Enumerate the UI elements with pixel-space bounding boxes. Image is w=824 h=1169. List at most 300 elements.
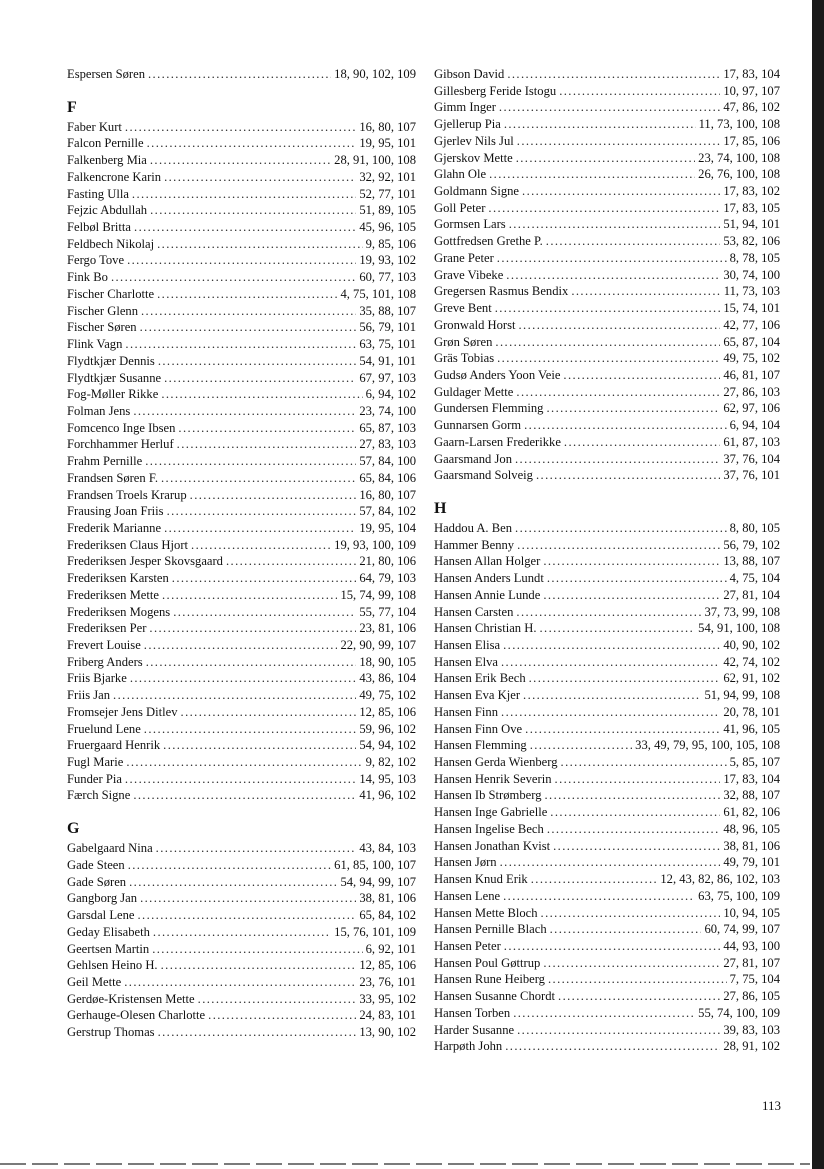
dot-leader [489,166,695,183]
entry-pages: 19, 95, 101 [359,136,416,151]
index-entry [434,704,780,721]
dot-leader [547,570,727,587]
index-entry [434,604,780,621]
entry-name: Hansen Poul Gøttrup [434,955,541,970]
entry-name: Færch Signe [67,788,131,803]
entry-pages: 67, 97, 103 [359,370,416,385]
dot-leader [153,924,331,941]
entry-name: Fog-Møller Rikke [67,387,159,402]
entry-pages: 11, 73, 103 [723,284,780,299]
index-entry [434,183,780,200]
entry-name: Gerhauge-Olesen Charlotte [67,1008,206,1023]
index-entry [67,487,416,504]
index-entry [434,150,780,167]
entry-pages: 62, 91, 102 [723,671,780,686]
entry-pages: 43, 86, 104 [359,671,416,686]
entry-pages: 35, 88, 107 [359,303,416,318]
dot-leader [157,286,337,303]
index-entry [434,570,780,587]
entry-pages: 62, 97, 106 [723,401,780,416]
entry-name: Haddou A. Ben [434,520,513,535]
entry-name: Gerstrup Thomas [67,1025,155,1040]
entry-name: Forchhammer Herluf [67,437,174,452]
entry-name: Hansen Annie Lunde [434,587,541,602]
dot-leader [517,133,721,150]
dot-leader [539,620,695,637]
entry-pages: 14, 95, 103 [359,771,416,786]
index-column-right [434,66,780,1055]
dot-leader [545,787,721,804]
entry-pages: 60, 74, 99, 107 [704,922,780,937]
entry-name: Grane Peter [434,250,494,265]
entry-pages: 15, 76, 101, 109 [334,924,416,939]
entry-name: Hansen Mette Bloch [434,905,538,920]
index-entry [67,119,416,136]
entry-name: Frausing Joan Friis [67,504,164,519]
entry-pages: 17, 83, 105 [723,200,780,215]
index-entry [67,336,416,353]
entry-pages: 57, 84, 100 [359,454,416,469]
entry-pages: 19, 93, 102 [359,253,416,268]
entry-pages: 57, 84, 102 [359,504,416,519]
entry-name: Hansen Pernille Blach [434,922,547,937]
entry-pages: 37, 73, 99, 108 [704,604,780,619]
index-entry [434,553,780,570]
entry-pages: 51, 89, 105 [359,203,416,218]
entry-pages: 26, 76, 100, 108 [698,167,780,182]
entry-pages: 42, 77, 106 [723,317,780,332]
index-entry [67,587,416,604]
entry-name: Grave Vibeke [434,267,504,282]
index-entry [434,654,780,671]
scan-artifact-line [0,1163,810,1165]
entry-pages: 19, 95, 104 [359,520,416,535]
index-entry [67,537,416,554]
index-entry [67,907,416,924]
entry-pages: 54, 94, 102 [359,738,416,753]
entry-pages: 37, 76, 101 [723,468,780,483]
entry-name: Frederiksen Per [67,621,147,636]
entry-name: Gundersen Flemming [434,401,544,416]
index-entry [67,974,416,991]
dot-leader [507,66,720,83]
entry-name: Harpøth John [434,1039,503,1054]
entry-pages: 11, 73, 100, 108 [698,117,780,132]
dot-leader [172,570,357,587]
scan-edge-bar [812,0,824,1169]
entry-name: Hansen Eva Kjer [434,688,521,703]
entry-name: Gangborg Jan [67,891,138,906]
entry-pages: 17, 83, 104 [723,771,780,786]
entry-pages: 22, 90, 99, 107 [340,638,416,652]
index-entry [434,267,780,284]
entry-pages: 32, 92, 101 [359,169,416,184]
entry-pages: 20, 78, 101 [723,704,780,719]
entry-name: Hansen Ib Strømberg [434,788,542,803]
index-entry [434,737,780,754]
entry-pages: 27, 81, 104 [723,587,780,602]
entry-name: Fugl Marie [67,755,124,770]
index-entry [434,537,780,554]
dot-leader [522,183,720,200]
entry-name: Frandsen Søren F. [67,470,158,485]
index-entry [67,269,416,286]
index-entry [67,924,416,941]
index-entry [434,166,780,183]
index-entry [434,721,780,738]
entry-name: Hansen Inge Gabrielle [434,805,548,820]
entry-pages: 16, 80, 107 [359,487,416,502]
entry-pages: 6, 92, 101 [365,941,416,956]
entry-name: Garsdal Lene [67,908,135,923]
entry-name: Feldbech Nikolaj [67,236,155,251]
entry-name: Frederiksen Mette [67,587,159,602]
entry-name: Friis Bjarke [67,671,127,686]
index-entry [434,467,780,484]
entry-name: Gaarn-Larsen Frederikke [434,434,561,449]
index-entry [67,135,416,152]
entry-name: Gibson David [434,67,505,81]
entry-name: Hansen Finn Ove [434,721,523,736]
entry-name: Hammer Benny [434,537,515,552]
dot-leader [125,336,356,353]
entry-name: Geil Mette [67,974,122,989]
entry-name: Faber Kurt [67,119,122,134]
dot-leader [141,303,356,320]
index-entry [434,854,780,871]
dot-leader [161,470,356,487]
dot-leader [563,367,720,384]
index-entry [434,300,780,317]
dot-leader [125,119,356,136]
dot-leader [555,771,721,788]
index-entry [434,771,780,788]
dot-leader [127,252,356,269]
index-entry [434,116,780,133]
dot-leader [140,319,357,336]
index-entry [434,367,780,384]
index-entry [434,520,780,537]
dot-leader [126,754,362,771]
entry-pages: 59, 96, 102 [359,721,416,736]
entry-name: Fischer Charlotte [67,286,155,301]
entry-pages: 27, 86, 105 [723,989,780,1004]
dot-leader [497,250,727,267]
index-entry [67,553,416,570]
entry-name: Falcon Pernille [67,136,144,151]
entry-name: Hansen Elisa [434,638,501,652]
entry-name: Hansen Gerda Wienberg [434,755,558,770]
entry-pages: 24, 83, 101 [359,1008,416,1023]
entry-pages: 12, 85, 106 [359,704,416,719]
entry-name: Gimm Inger [434,100,496,115]
entry-name: Hansen Carsten [434,604,514,619]
dot-leader [546,233,721,250]
dot-leader [111,269,356,286]
entry-name: Gregersen Rasmus Bendix [434,284,569,299]
entry-pages: 65, 84, 102 [359,908,416,923]
dot-leader [497,350,720,367]
dot-leader [137,907,356,924]
dot-leader [181,704,357,721]
entry-pages: 6, 94, 102 [365,387,416,402]
index-entry [67,286,416,303]
dot-leader [134,219,356,236]
index-entry [67,687,416,704]
entry-pages: 19, 93, 100, 109 [334,537,416,552]
entry-name: Flydtkjær Susanne [67,370,162,385]
entry-name: Falkenberg Mia [67,153,147,168]
dot-leader [150,202,356,219]
dot-leader [129,874,337,891]
entry-pages: 15, 74, 101 [723,301,780,316]
dot-leader [509,216,721,233]
dot-leader [178,420,356,437]
index-entry [434,787,780,804]
entry-pages: 15, 74, 99, 108 [340,587,416,602]
entry-pages: 63, 75, 101 [359,337,416,352]
index-entry [434,1038,780,1055]
index-entry [67,957,416,974]
section-heading: F [67,98,77,116]
entry-name: Fasting Ulla [67,186,129,201]
dot-leader [150,152,331,169]
dot-leader [503,637,720,654]
index-entry [434,233,780,250]
entry-pages: 65, 87, 103 [359,420,416,435]
entry-pages: 28, 91, 100, 108 [334,153,416,168]
entry-pages: 23, 76, 101 [359,974,416,989]
index-entry [67,386,416,403]
dot-leader [548,971,727,988]
index-entry [67,370,416,387]
index-entry [67,941,416,958]
entry-pages: 16, 80, 107 [359,119,416,134]
index-entry [434,334,780,351]
entry-name: Friis Jan [67,688,111,703]
dot-leader [147,135,357,152]
dot-leader [133,787,356,804]
index-entry [434,871,780,888]
entry-pages: 54, 94, 99, 107 [340,874,416,889]
dot-leader [536,467,720,484]
entry-name: Hansen Lene [434,888,501,903]
entry-name: Funder Pia [67,771,122,786]
entry-name: Gjerlev Nils Jul [434,133,514,148]
entry-name: Hansen Torben [434,1005,511,1020]
dot-leader [519,317,721,334]
entry-name: Hansen Henrik Severin [434,771,552,786]
entry-pages: 53, 82, 106 [723,234,780,249]
dot-leader [124,974,356,991]
entry-pages: 65, 87, 104 [723,334,780,349]
dot-leader [504,938,721,955]
dot-leader [144,637,338,654]
dot-leader [564,434,720,451]
index-entry [67,1024,416,1041]
dot-leader [173,604,356,621]
entry-name: Frederiksen Mogens [67,604,171,619]
entry-pages: 38, 81, 106 [359,891,416,906]
entry-pages: 27, 83, 103 [359,437,416,452]
entry-name: Frederiksen Jesper Skovsgaard [67,554,223,569]
dot-leader [530,737,632,754]
entry-name: Hansen Anders Lundt [434,571,544,586]
dot-leader [504,116,696,133]
dot-leader [495,334,720,351]
index-entry [67,570,416,587]
dot-leader [517,537,720,554]
entry-name: Hansen Knud Erik [434,872,528,887]
dot-leader [499,99,720,116]
entry-pages: 51, 94, 99, 108 [704,688,780,703]
dot-leader [506,267,720,284]
dot-leader [161,957,357,974]
index-entry [434,587,780,604]
index-entry [67,737,416,754]
index-entry [434,804,780,821]
entry-name: Gottfredsen Grethe P. [434,234,543,249]
dot-leader [531,871,658,888]
entry-pages: 56, 79, 102 [723,537,780,552]
dot-leader [571,283,720,300]
index-entry [434,670,780,687]
dot-leader [164,520,356,537]
entry-pages: 39, 83, 103 [723,1022,780,1037]
entry-pages: 10, 97, 107 [723,83,780,98]
entry-name: Flydtkjær Dennis [67,353,155,368]
dot-leader [177,436,357,453]
dot-leader [148,66,331,83]
dot-leader [516,604,701,621]
dot-leader [198,991,357,1008]
entry-pages: 54, 91, 101 [359,353,416,368]
entry-pages: 9, 85, 106 [365,236,416,251]
entry-name: Hansen Jørn [434,855,497,870]
dot-leader [158,353,357,370]
index-entry [67,620,416,637]
index-entry [434,888,780,905]
index-entry [67,991,416,1008]
entry-name: Fink Bo [67,270,108,285]
entry-pages: 56, 79, 101 [359,320,416,335]
entry-name: Fischer Glenn [67,303,138,318]
dot-leader [541,905,721,922]
dot-leader [543,553,720,570]
dot-leader [157,236,363,253]
index-entry [434,250,780,267]
dot-leader [529,670,721,687]
index-entry [434,451,780,468]
entry-pages: 45, 96, 105 [359,220,416,235]
entry-pages: 9, 82, 102 [365,755,416,770]
dot-leader [132,186,356,203]
index-entry [67,202,416,219]
entry-pages: 61, 82, 106 [723,805,780,820]
dot-leader [515,451,720,468]
entry-pages: 30, 74, 100 [723,267,780,282]
index-entry [434,384,780,401]
index-entry [434,620,780,637]
entry-name: Hansen Ingelise Bech [434,821,544,836]
entry-name: Hansen Christian H. [434,621,537,636]
index-entry [434,83,780,100]
entry-name: Gräs Tobias [434,351,495,366]
index-entry [434,99,780,116]
dot-leader [164,370,356,387]
entry-pages: 8, 80, 105 [729,520,780,535]
index-entry [67,319,416,336]
index-entry [67,520,416,537]
entry-pages: 47, 86, 102 [723,100,780,115]
index-entry [434,1005,780,1022]
entry-name: Gaarsmand Jon [434,451,512,466]
entry-name: Falkencrone Karin [67,169,162,184]
entry-pages: 23, 74, 100, 108 [698,150,780,165]
entry-pages: 33, 95, 102 [359,991,416,1006]
entry-pages: 23, 81, 106 [359,621,416,636]
entry-pages: 18, 90, 102, 109 [334,67,416,81]
index-entry [67,420,416,437]
entry-pages: 48, 96, 105 [723,821,780,836]
index-entry [434,283,780,300]
dot-leader [516,384,720,401]
entry-pages: 23, 74, 100 [359,403,416,418]
dot-leader [501,704,720,721]
entry-name: Hansen Allan Holger [434,554,541,569]
dot-leader [500,854,721,871]
entry-name: Fruergaard Henrik [67,738,161,753]
dot-leader [158,1024,357,1041]
index-column-left [67,66,416,1041]
dot-leader [125,771,356,788]
dot-leader [164,169,356,186]
dot-leader [190,487,357,504]
entry-name: Gabelgaard Nina [67,841,153,856]
index-entry [67,353,416,370]
index-entry [434,754,780,771]
entry-name: Gjellerup Pia [434,117,501,132]
index-entry [67,704,416,721]
entry-pages: 41, 96, 105 [723,721,780,736]
entry-pages: 12, 43, 82, 86, 102, 103 [660,872,780,887]
entry-name: Frederiksen Claus Hjort [67,537,189,552]
index-entry [67,890,416,907]
entry-pages: 27, 81, 107 [723,955,780,970]
entry-pages: 27, 86, 103 [723,384,780,399]
dot-leader [140,890,356,907]
entry-pages: 49, 75, 102 [359,688,416,703]
entry-name: Goll Peter [434,200,486,215]
index-entry [434,971,780,988]
entry-pages: 65, 84, 106 [359,470,416,485]
dot-leader [547,821,721,838]
section-heading: H [434,499,447,517]
entry-name: Hansen Jonathan Kvist [434,838,551,853]
index-entry [67,453,416,470]
entry-pages: 12, 85, 106 [359,958,416,973]
index-entry [67,303,416,320]
entry-pages: 61, 85, 100, 107 [334,857,416,872]
dot-leader [559,83,720,100]
entry-name: Fromsejer Jens Ditlev [67,704,178,719]
entry-pages: 4, 75, 104 [729,571,780,586]
index-entry [434,905,780,922]
entry-pages: 40, 90, 102 [723,638,780,652]
index-entry [67,857,416,874]
index-entry [67,654,416,671]
dot-leader [553,838,720,855]
